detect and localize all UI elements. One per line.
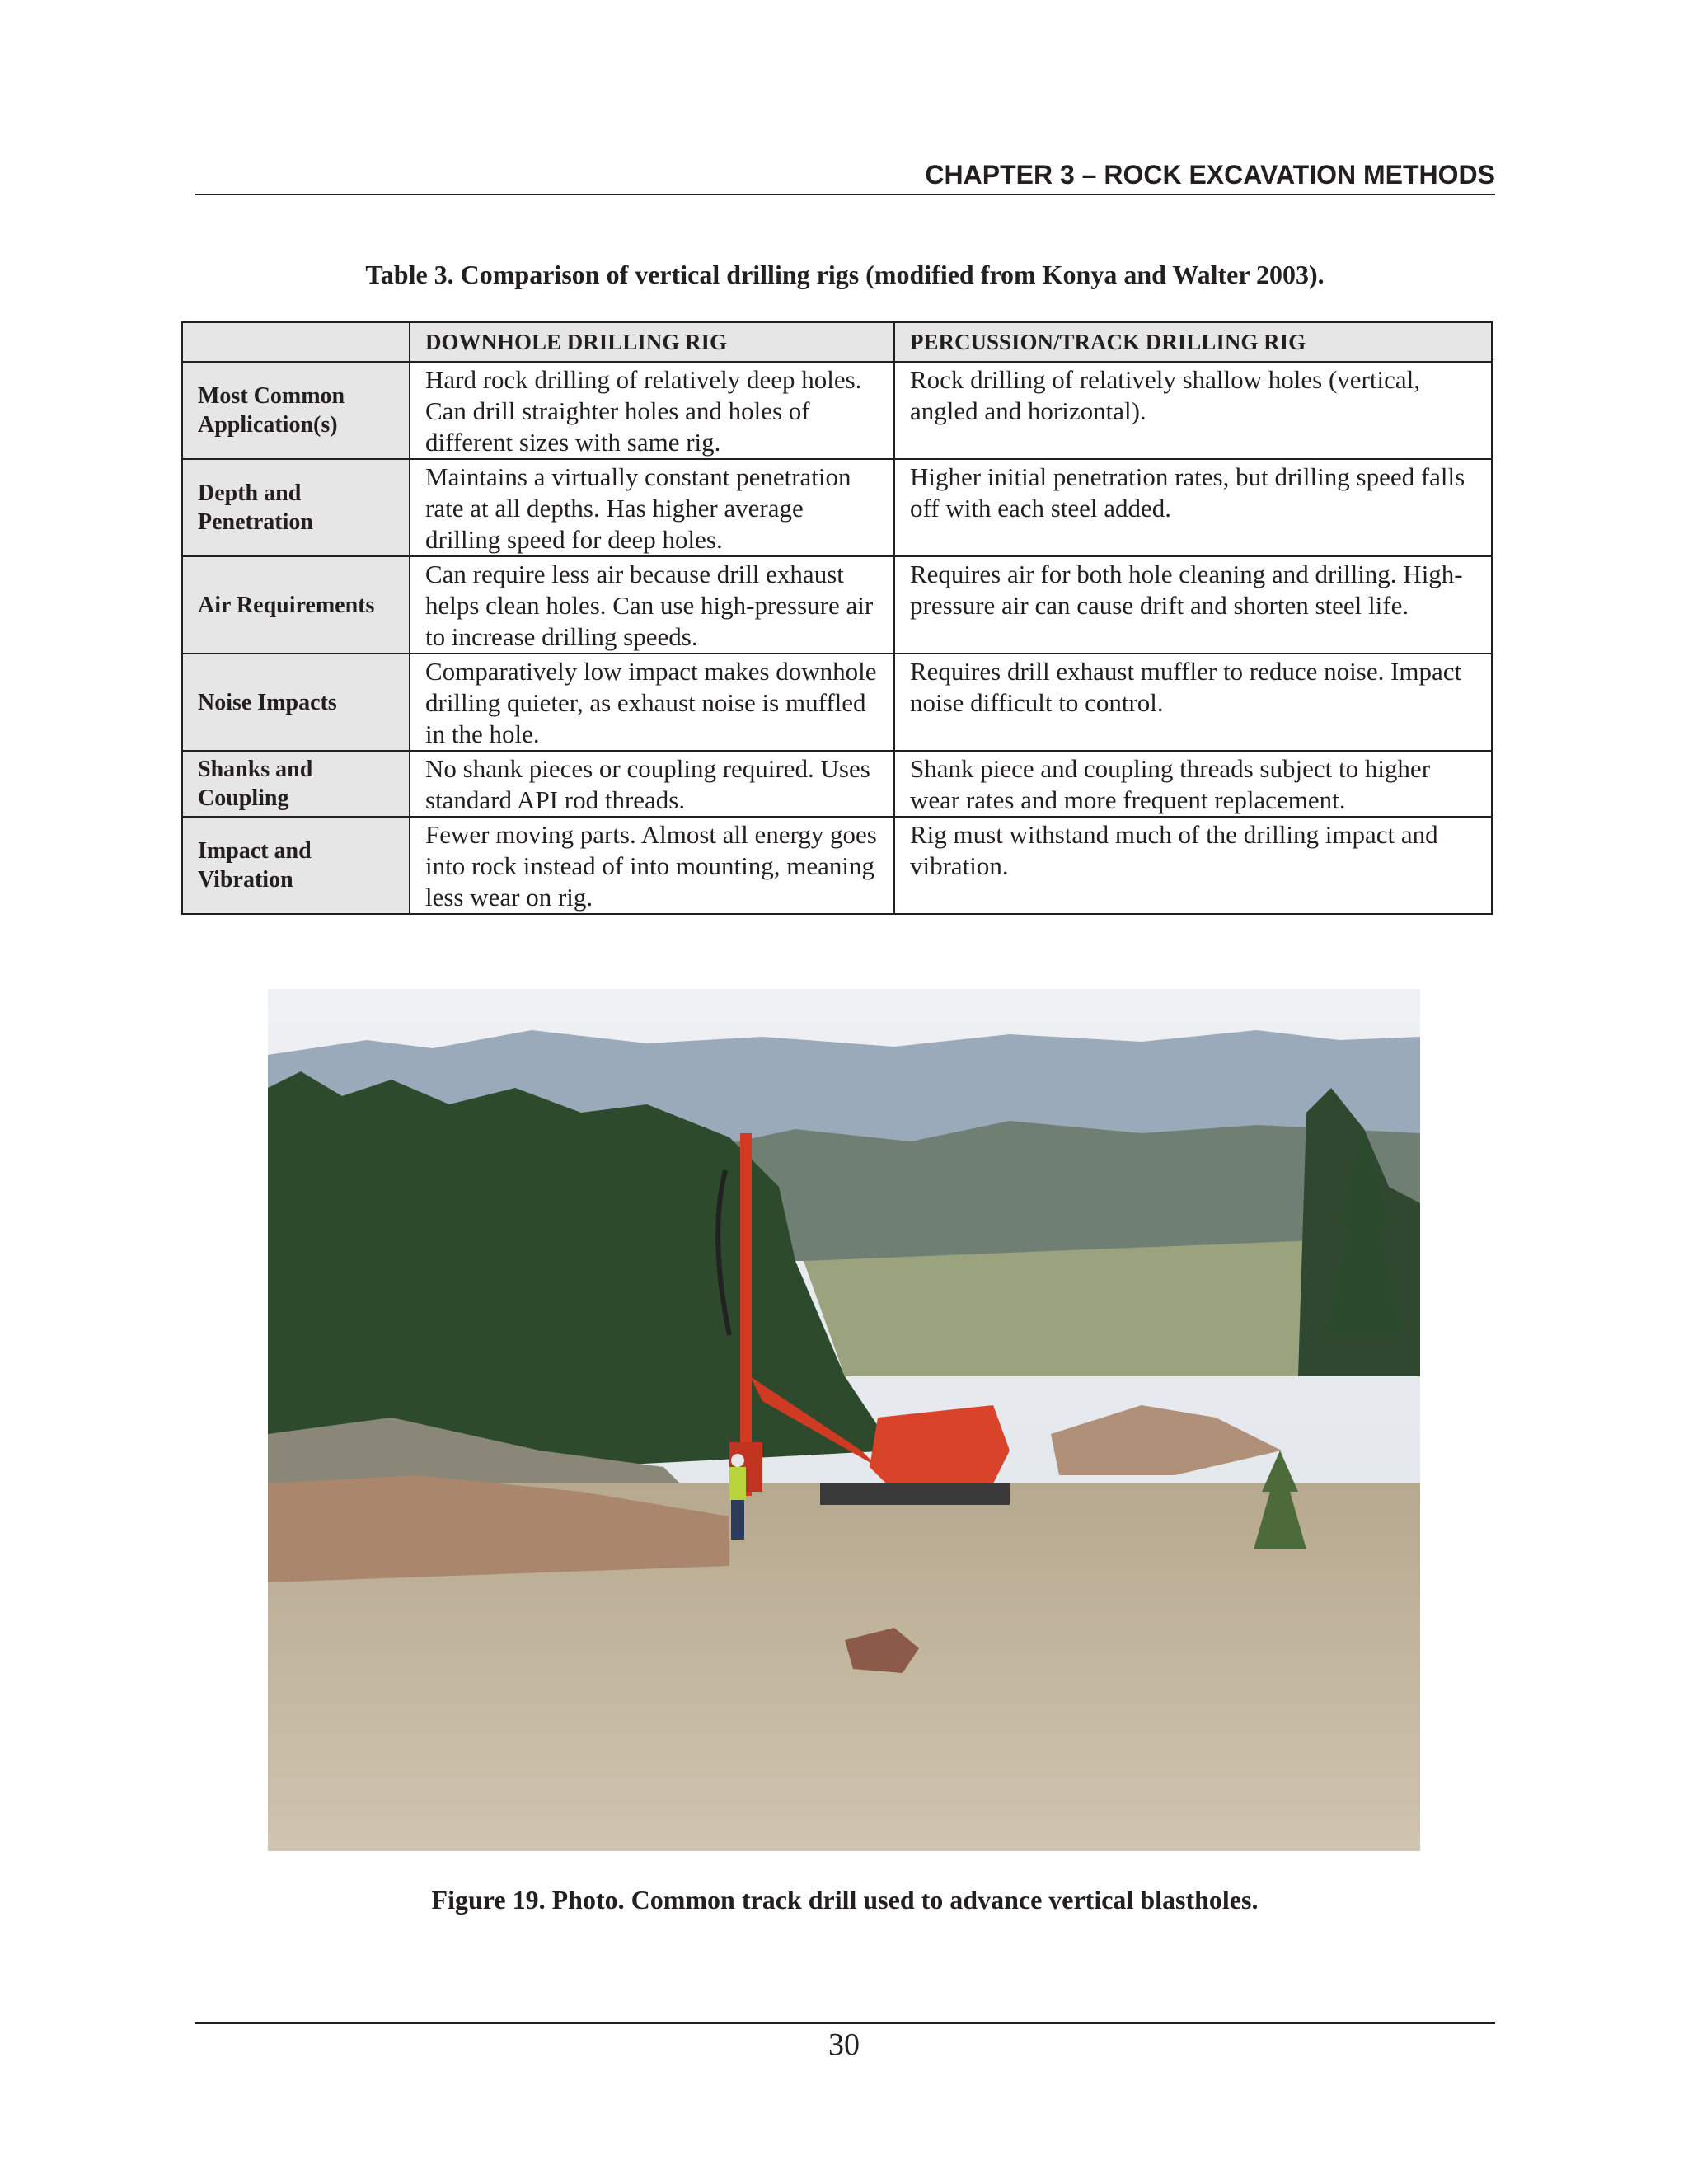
downhole-cell: Comparatively low impact makes downhole drilling quieter, as exhaust noise is muffled in the hole. bbox=[410, 654, 894, 751]
downhole-cell: No shank pieces or coupling required. Uses standard API rod threads. bbox=[410, 751, 894, 817]
downhole-cell: Fewer moving parts. Almost all energy goes into rock instead of into mounting, meaning less wear on rig. bbox=[410, 817, 894, 914]
page-number: 30 bbox=[828, 2027, 860, 2062]
header-rule bbox=[195, 194, 1495, 195]
percussion-cell: Requires drill exhaust muffler to reduce noise. Impact noise difficult to control. bbox=[894, 654, 1492, 751]
percussion-cell: Rock drilling of relatively shallow holes (vertical, angled and horizontal). bbox=[894, 362, 1492, 459]
figure-caption: Figure 19. Photo. Common track drill used to advance vertical blastholes. bbox=[431, 1885, 1259, 1915]
column-header-percussion: PERCUSSION/TRACK DRILLING RIG bbox=[894, 322, 1492, 362]
table-row bbox=[182, 817, 1492, 914]
table-header-row bbox=[182, 322, 1492, 362]
row-label: Most Common Application(s) bbox=[182, 362, 410, 459]
percussion-cell: Requires air for both hole cleaning and drilling. High-pressure air can cause drift and shorten steel life. bbox=[894, 556, 1492, 654]
table-row bbox=[182, 362, 1492, 459]
table-row bbox=[182, 654, 1492, 751]
comparison-table bbox=[181, 321, 1493, 915]
percussion-cell: Shank piece and coupling threads subject to higher wear rates and more frequent replacement. bbox=[894, 751, 1492, 817]
table-row bbox=[182, 751, 1492, 817]
track-drill-photo bbox=[268, 989, 1420, 1851]
footer-rule bbox=[195, 2022, 1495, 2024]
downhole-cell: Maintains a virtually constant penetration rate at all depths. Has higher average drilling speed for deep holes. bbox=[410, 459, 894, 556]
row-label: Depth and Penetration bbox=[182, 459, 410, 556]
column-header-empty bbox=[182, 322, 410, 362]
row-label: Noise Impacts bbox=[182, 654, 410, 751]
column-header-downhole: DOWNHOLE DRILLING RIG bbox=[410, 322, 894, 362]
row-label: Shanks and Coupling bbox=[182, 751, 410, 817]
table-row bbox=[182, 556, 1492, 654]
percussion-cell: Higher initial penetration rates, but drilling speed falls off with each steel added. bbox=[894, 459, 1492, 556]
table-row bbox=[182, 459, 1492, 556]
table-caption: Table 3. Comparison of vertical drilling rigs (modified from Konya and Walter 2003). bbox=[365, 260, 1325, 289]
row-label: Air Requirements bbox=[182, 556, 410, 654]
row-label: Impact and Vibration bbox=[182, 817, 410, 914]
downhole-cell: Hard rock drilling of relatively deep holes. Can drill straighter holes and holes of different sizes with same rig. bbox=[410, 362, 894, 459]
percussion-cell: Rig must withstand much of the drilling impact and vibration. bbox=[894, 817, 1492, 914]
downhole-cell: Can require less air because drill exhaust helps clean holes. Can use high-pressure air to increase drilling speeds. bbox=[410, 556, 894, 654]
running-header: CHAPTER 3 – ROCK EXCAVATION METHODS bbox=[925, 160, 1495, 190]
